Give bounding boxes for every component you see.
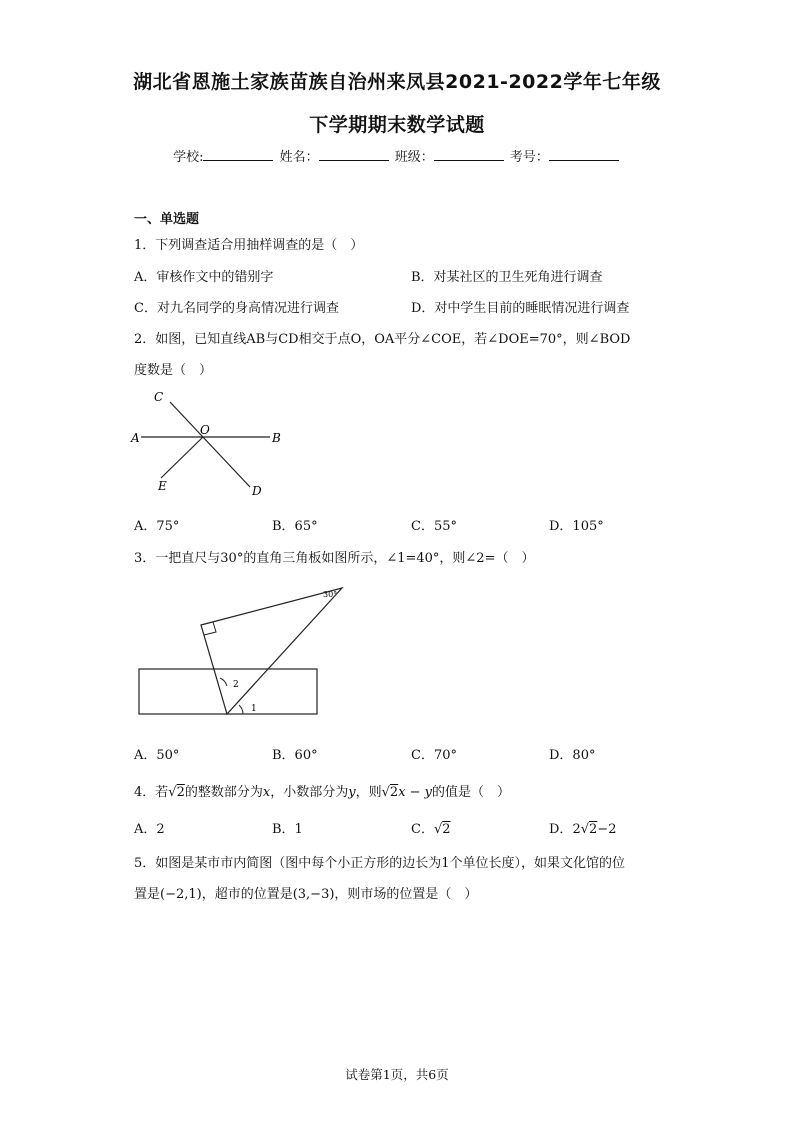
q3-option-b[interactable]: B．60° <box>272 748 318 763</box>
q2-figure <box>128 385 298 500</box>
q1-option-a[interactable]: A．审核作文中的错别字 <box>134 270 274 285</box>
q3-option-d[interactable]: D．80° <box>549 748 596 763</box>
page-footer: 试卷第1页，共6页 <box>345 1067 449 1082</box>
question-5-line2: 置是(−2,1)，超市的位置是(3,−3)，则市场的位置是（ ） <box>134 887 478 902</box>
question-3: 3．一把直尺与30°的直角三角板如图所示，∠1=40°，则∠2=（ ） <box>134 551 535 566</box>
info-fields <box>0 146 794 165</box>
var-x: x <box>262 785 271 800</box>
q4-option-b[interactable]: B．1 <box>272 822 303 837</box>
number-label: 考号： <box>509 150 549 165</box>
q3-figure <box>130 580 350 720</box>
q1-option-d[interactable]: D．对中学生目前的睡眠情况进行调查 <box>411 301 630 316</box>
q1-option-c[interactable]: C．对九名同学的身高情况进行调查 <box>134 301 339 316</box>
triangle <box>201 588 342 714</box>
class-blank[interactable] <box>434 148 504 161</box>
q1-option-b[interactable]: B．对某社区的卫生死角进行调查 <box>411 270 603 285</box>
line-cd <box>170 402 250 487</box>
school-label: 学校: <box>173 150 204 165</box>
label-angle-1: 1 <box>251 704 257 714</box>
q4-option-d[interactable]: D．2√2−2 <box>549 822 617 837</box>
q4-option-a[interactable]: A．2 <box>134 822 165 837</box>
q2-option-c[interactable]: C．55° <box>411 519 457 534</box>
question-5-line1: 5．如图是某市市内简图（图中每个小正方形的边长为1个单位长度），如果文化馆的位 <box>134 856 626 871</box>
label-angle-2: 2 <box>233 680 239 690</box>
angle-2-arc <box>220 678 227 686</box>
q4-text-mid3: ，则 <box>355 785 382 800</box>
school-blank[interactable] <box>203 148 273 161</box>
var-y: y <box>348 785 356 800</box>
q2-option-a[interactable]: A．75° <box>134 519 180 534</box>
q4-option-c[interactable]: C．√2 <box>411 822 451 837</box>
q3-option-c[interactable]: C．70° <box>411 748 457 763</box>
section-heading: 一、单选题 <box>134 212 200 227</box>
ruler <box>139 669 317 714</box>
sqrt2-option: √2 <box>433 822 451 837</box>
label-a: A <box>131 431 140 445</box>
label-e: E <box>158 479 167 493</box>
q2-option-d[interactable]: D．105° <box>549 519 604 534</box>
question-2-line1: 2．如图，已知直线AB与CD相交于点O，OA平分∠COE，若∠DOE=70°，则∠BOD <box>134 332 631 347</box>
q4-text-end: 的值是（ ） <box>432 785 511 800</box>
question-4 <box>134 781 510 800</box>
label-c: C <box>154 390 164 404</box>
name-label: 姓名： <box>279 150 319 165</box>
sqrt2x-expr: √2x − y <box>381 785 433 800</box>
q3-option-a[interactable]: A．50° <box>134 748 180 763</box>
q4-text-mid1: 的整数部分为 <box>184 785 263 800</box>
label-b: B <box>272 431 281 445</box>
question-2-line2: 度数是（ ） <box>134 363 213 378</box>
label-o: O <box>200 423 210 437</box>
name-blank[interactable] <box>319 148 389 161</box>
angle-1-arc <box>239 705 243 714</box>
question-1: 1．下列调查适合用抽样调查的是（ ） <box>134 238 364 253</box>
number-blank[interactable] <box>549 148 619 161</box>
q4-text-mid2: ，小数部分为 <box>270 785 349 800</box>
exam-title-line2: 下学期期末数学试题 <box>309 114 485 136</box>
label-d: D <box>252 484 262 498</box>
sqrt2-expr: √2 <box>168 785 185 800</box>
sqrt2-option-d: √2 <box>580 822 598 837</box>
q4-text-pre: 4．若 <box>134 785 169 800</box>
q2-option-b[interactable]: B．65° <box>272 519 318 534</box>
label-30deg: 30° <box>323 590 338 599</box>
exam-title-line1: 湖北省恩施土家族苗族自治州来凤县2021-2022学年七年级 <box>133 71 661 93</box>
class-label: 班级： <box>394 150 434 165</box>
ray-oe <box>161 437 203 478</box>
